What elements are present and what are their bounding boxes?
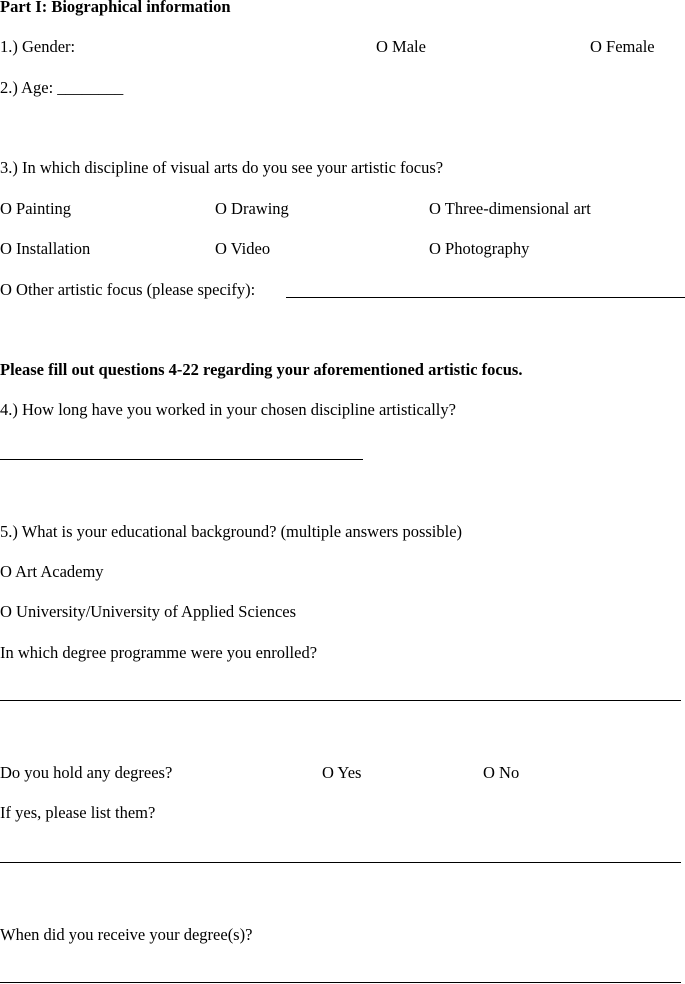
option-university[interactable]: O University/University of Applied Sciences	[0, 602, 297, 621]
question-education: 5.) What is your educational background? (multiple answers possible)	[0, 522, 463, 541]
option-male[interactable]: O Male	[376, 37, 426, 56]
option-female[interactable]: O Female	[590, 37, 655, 56]
question-gender: 1.) Gender:	[0, 37, 76, 56]
question-years-worked: 4.) How long have you worked in your chosen discipline artistically?	[0, 400, 456, 419]
option-yes[interactable]: O Yes	[322, 763, 362, 782]
option-no[interactable]: O No	[483, 763, 520, 782]
option-video[interactable]: O Video	[215, 239, 271, 258]
question-hold-degrees: Do you hold any degrees?	[0, 763, 173, 782]
list-degrees-answer-line[interactable]	[0, 862, 681, 863]
option-other-focus[interactable]: O Other artistic focus (please specify):	[0, 280, 256, 299]
years-worked-answer-line[interactable]	[0, 459, 363, 460]
question-degree-date: When did you receive your degree(s)?	[0, 925, 253, 944]
option-drawing[interactable]: O Drawing	[215, 199, 289, 218]
instructions-text: Please fill out questions 4-22 regarding your aforementioned artistic focus.	[0, 360, 523, 379]
question-list-degrees: If yes, please list them?	[0, 803, 156, 822]
option-art-academy[interactable]: O Art Academy	[0, 562, 104, 581]
other-focus-answer-line[interactable]	[286, 297, 685, 298]
option-installation[interactable]: O Installation	[0, 239, 91, 258]
option-three-dimensional-art[interactable]: O Three-dimensional art	[429, 199, 591, 218]
option-painting[interactable]: O Painting	[0, 199, 72, 218]
question-degree-programme: In which degree programme were you enrolled?	[0, 643, 318, 662]
degree-programme-answer-line[interactable]	[0, 700, 681, 701]
question-age[interactable]: 2.) Age: ________	[0, 78, 124, 97]
degree-date-answer-line[interactable]	[0, 982, 681, 983]
question-discipline: 3.) In which discipline of visual arts do you see your artistic focus?	[0, 158, 444, 177]
option-photography[interactable]: O Photography	[429, 239, 530, 258]
section-heading: Part I: Biographical information	[0, 0, 231, 16]
